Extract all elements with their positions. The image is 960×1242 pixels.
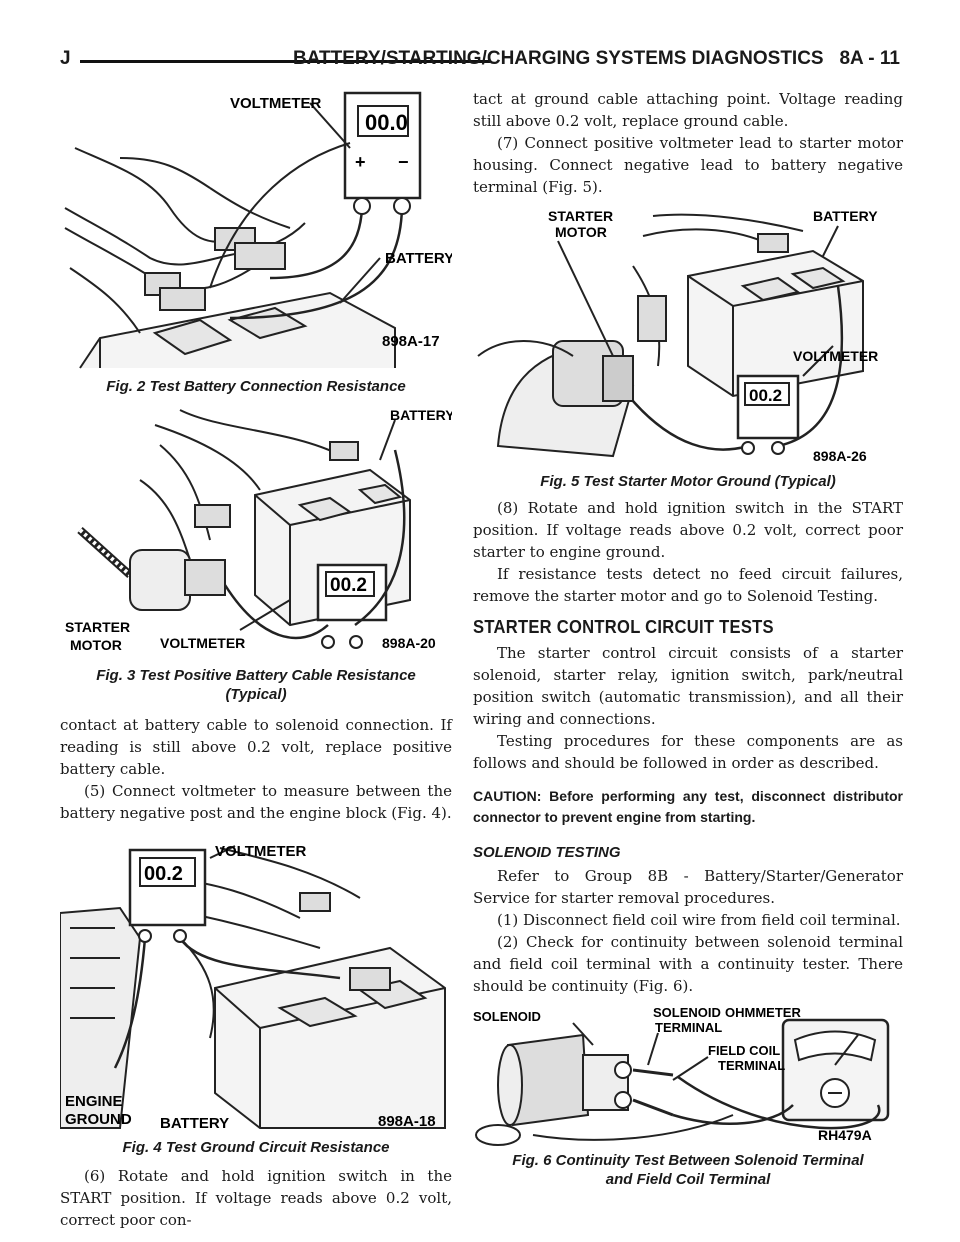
fig5-label-starter: STARTER	[548, 208, 614, 224]
figure-5	[473, 206, 903, 491]
fig4-code: 898A-18	[378, 1113, 436, 1130]
fig2-illustration	[60, 88, 452, 373]
fig6-caption-line1: Fig. 6 Continuity Test Between Solenoid Terminal	[512, 1152, 864, 1169]
fig4-illustration	[60, 838, 452, 1134]
right-paragraph-4: If resistance tests detect no feed circuit failures, remove the starter motor and go to Solenoid Testing.	[473, 565, 903, 605]
right-text-middle	[473, 497, 903, 997]
fig6-label-field-coil-1: FIELD COIL	[708, 1043, 781, 1058]
fig6-label-ohmmeter: OHMMETER	[725, 1005, 801, 1020]
right-paragraph-1: tact at ground cable attaching point. Voltage reading still above 0.2 volt, replace ground cable.	[473, 90, 903, 130]
fig3-label-starter: STARTER	[65, 619, 131, 635]
left-paragraph-2: (5) Connect voltmeter to measure between the battery negative post and the engine block (Fig. 4).	[60, 782, 452, 822]
figure-2	[60, 88, 452, 396]
fig6-label-solenoid-terminal-2: TERMINAL	[655, 1020, 723, 1035]
right-paragraph-7: Refer to Group 8B - Battery/Starter/Generator Service for starter removal procedures.	[473, 867, 903, 907]
fig6-label-solenoid: SOLENOID	[473, 1009, 541, 1024]
right-paragraph-5: The starter control circuit consists of a starter solenoid, starter relay, ignition switch, park/neutral position switch (automatic transmission), and all their wiring and connections.	[473, 644, 903, 728]
right-paragraph-3: (8) Rotate and hold ignition switch in the START position. If voltage reads above 0.2 volt, correct poor starter to engine ground.	[473, 499, 903, 561]
figure-4	[60, 838, 452, 1157]
right-paragraph-9: (2) Check for continuity between solenoid terminal and field coil terminal with a continuity tester. There should be continuity (Fig. 6).	[473, 933, 903, 995]
fig2-meter-display: 00.0	[365, 110, 408, 135]
left-paragraph-1: contact at battery cable to solenoid connection. If reading is still above 0.2 volt, replace positive battery cable.	[60, 716, 452, 778]
fig2-label-voltmeter: VOLTMETER	[230, 95, 322, 112]
fig4-label-engine: ENGINE	[65, 1093, 123, 1110]
fig4-label-ground: GROUND	[65, 1111, 132, 1128]
svg-text:+: +	[355, 152, 366, 172]
left-text-top	[60, 714, 452, 824]
fig2-label-battery: BATTERY	[385, 250, 452, 267]
right-paragraph-6: Testing procedures for these components are as follows and should be followed in order as described.	[473, 732, 903, 772]
heading-starter-control: STARTER CONTROL CIRCUIT TESTS	[473, 617, 774, 637]
fig3-code: 898A-20	[382, 635, 436, 651]
fig5-meter-display: 00.2	[749, 386, 783, 405]
fig3-label-battery: BATTERY	[390, 407, 452, 423]
figure-3	[60, 400, 452, 704]
fig6-code: RH479A	[818, 1127, 872, 1143]
right-paragraph-2: (7) Connect positive voltmeter lead to starter motor housing. Connect negative lead to battery negative terminal (Fig. 5).	[473, 134, 903, 196]
fig4-label-voltmeter: VOLTMETER	[215, 843, 307, 860]
fig6-label-solenoid-terminal-1: SOLENOID	[653, 1005, 721, 1020]
caution-note: CAUTION: Before performing any test, disconnect distributor connector to prevent engine from starting.	[473, 788, 903, 825]
fig2-caption: Fig. 2 Test Battery Connection Resistance	[106, 378, 406, 395]
fig5-caption: Fig. 5 Test Starter Motor Ground (Typical)	[540, 473, 836, 490]
left-column	[60, 88, 452, 1231]
fig5-label-voltmeter: VOLTMETER	[793, 348, 879, 364]
fig3-illustration	[60, 400, 452, 662]
fig4-caption: Fig. 4 Test Ground Circuit Resistance	[122, 1139, 390, 1156]
fig5-label-motor: MOTOR	[555, 224, 607, 240]
page-header	[60, 42, 900, 82]
fig6-caption-line2: and Field Coil Terminal	[605, 1171, 771, 1188]
fig2-code: 898A-17	[382, 333, 440, 350]
right-column	[473, 88, 903, 1189]
fig6-label-field-coil-2: TERMINAL	[718, 1058, 786, 1073]
fig5-illustration	[473, 206, 903, 468]
page-number: 8A - 11	[839, 48, 900, 69]
fig6-illustration	[473, 1005, 903, 1147]
fig4-meter-display: 00.2	[144, 863, 183, 885]
fig3-meter-display: 00.2	[330, 575, 367, 596]
fig3-caption-line2: (Typical)	[225, 686, 287, 703]
fig3-caption-line1: Fig. 3 Test Positive Battery Cable Resistance	[96, 667, 416, 684]
fig5-code: 898A-26	[813, 448, 867, 464]
right-paragraph-8: (1) Disconnect field coil wire from field coil terminal.	[497, 911, 901, 929]
left-paragraph-3: (6) Rotate and hold ignition switch in the START position. If voltage reads above 0.2 volt, correct poor con-	[60, 1167, 452, 1229]
heading-solenoid-testing: SOLENOID TESTING	[473, 844, 621, 861]
svg-text:−: −	[398, 152, 409, 172]
fig5-label-battery: BATTERY	[813, 208, 878, 224]
fig3-label-motor: MOTOR	[70, 637, 122, 653]
fig4-label-battery: BATTERY	[160, 1115, 230, 1132]
header-title: BATTERY/STARTING/CHARGING SYSTEMS DIAGNOSTICS 8A - 11	[292, 48, 900, 69]
header-letter: J	[60, 48, 71, 69]
figure-6	[473, 1005, 903, 1189]
fig3-label-voltmeter: VOLTMETER	[160, 635, 246, 651]
